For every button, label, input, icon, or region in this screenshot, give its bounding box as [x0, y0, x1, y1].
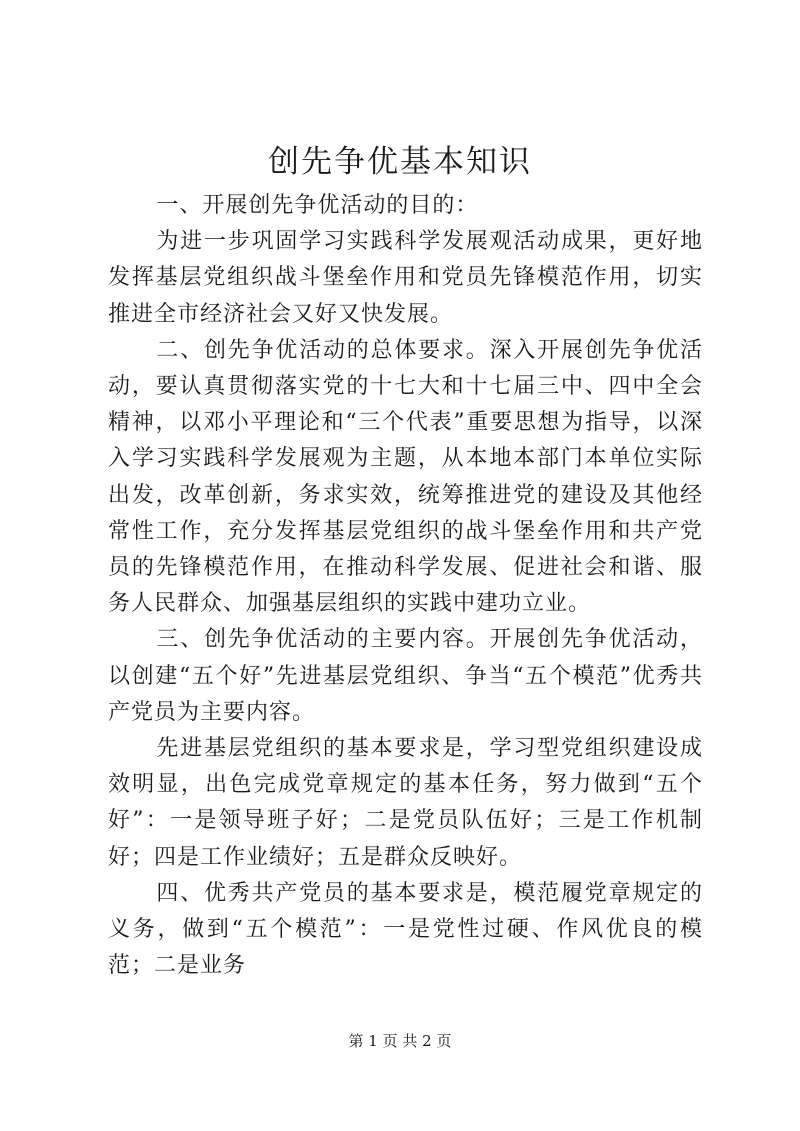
- paragraph-section-3: 三、创先争优活动的主要内容。开展创先争优活动，以创建“五个好”先进基层党组织、争当“五个模范”优秀共产党员为主要内容。: [108, 627, 703, 725]
- document-body: [108, 188, 703, 984]
- paragraph-section-1-heading: 一、开展创先争优活动的目的：: [156, 193, 479, 218]
- document-title: 创先争优基本知识: [268, 144, 532, 180]
- paragraph-section-1-body: 为进一步巩固学习实践科学发展观活动成果，更好地发挥基层党组织战斗堡垒作用和党员先锋模范作用，切实推进全市经济社会又好又快发展。: [108, 229, 703, 327]
- page-footer: 第 1 页 共 2 页: [348, 1032, 452, 1050]
- paragraph-section-4: 四、优秀共产党员的基本要求是，模范履党章规定的义务，做到“五个模范”：一是党性过硬、作风优良的模范；二是业务: [108, 880, 703, 979]
- paragraph-party-org-requirements: 先进基层党组织的基本要求是，学习型党组织建设成效明显，出色完成党章规定的基本任务，努力做到“五个好”：一是领导班子好；二是党员队伍好；三是工作机制好；四是工作业绩好；五是群众反映好。: [108, 736, 703, 870]
- paragraph-section-2: 二、创先争优活动的总体要求。深入开展创先争优活动，要认真贯彻落实党的十七大和十七届三中、四中全会精神，以邓小平理论和“三个代表”重要思想为指导，以深入学习实践科学发展观为主题，从本地本部门本单位实际出发，改革创新，务求实效，统筹推进党的建设及其他经常性工作，充分发挥基层党组织的战斗堡垒作用和共产党员的先锋模范作用，在推动科学发展、促进社会和谐、服务人民群众、加强基层组织的实践中建功立业。: [108, 337, 703, 617]
